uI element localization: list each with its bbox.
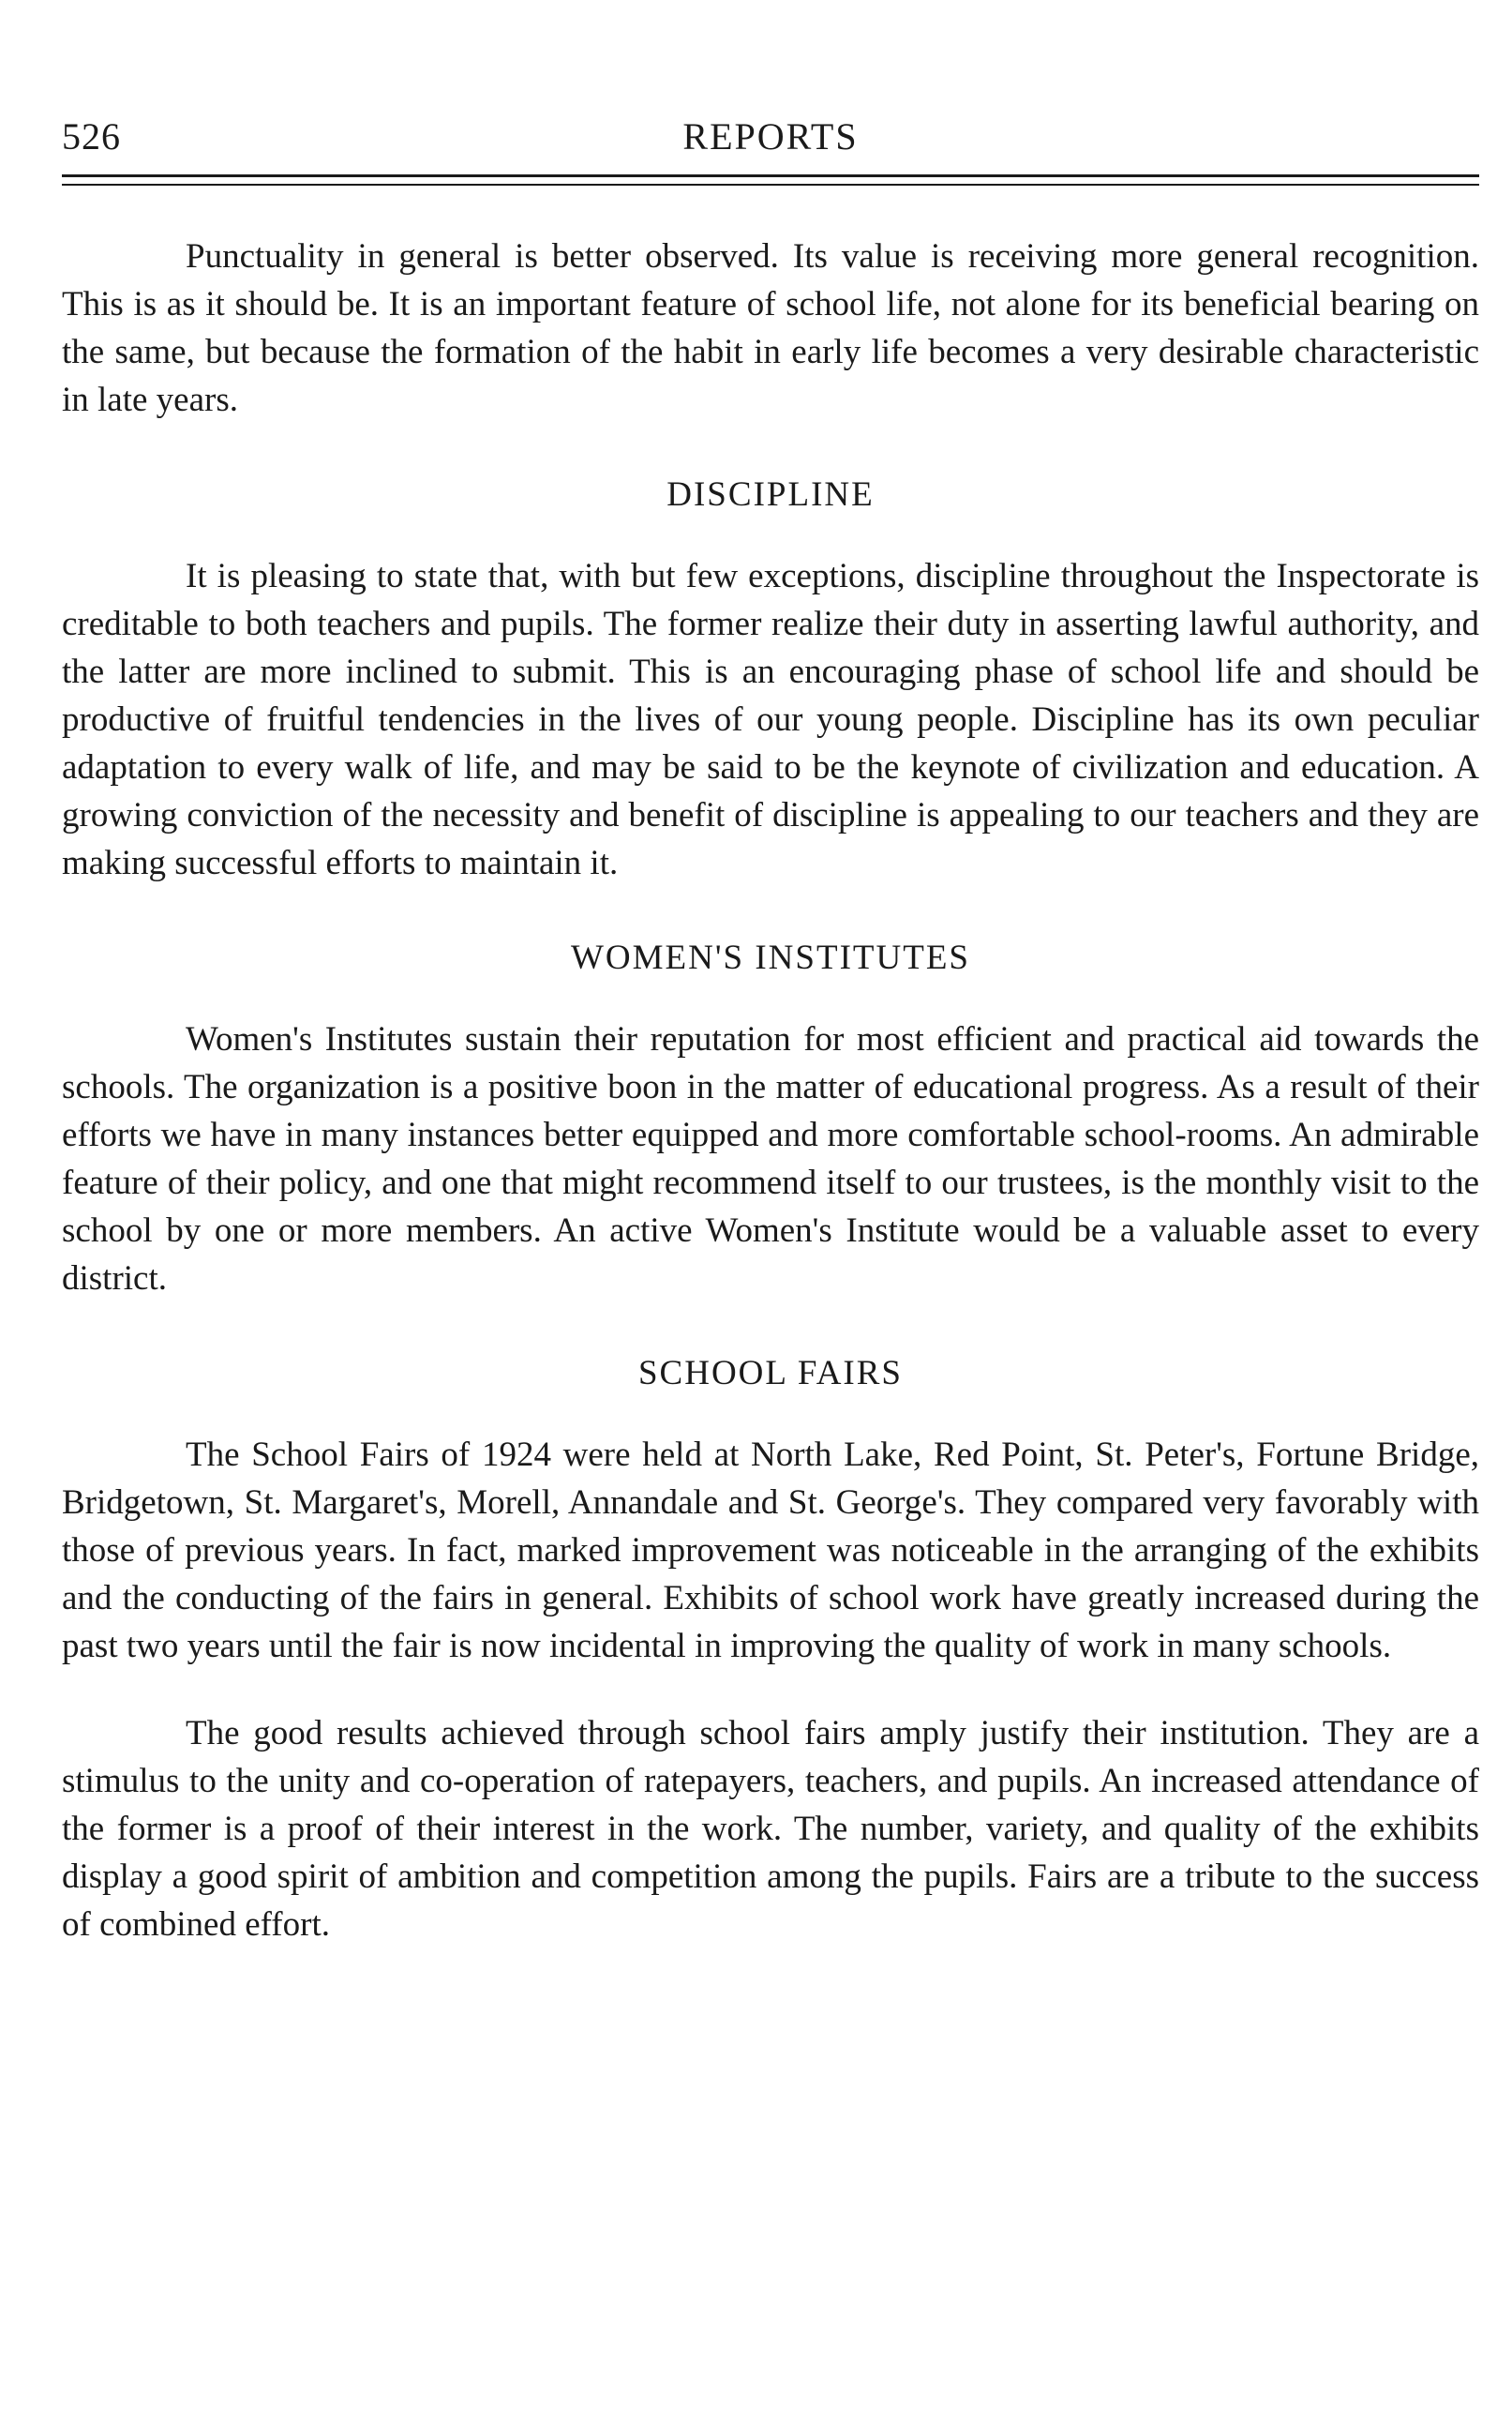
section-heading-school-fairs: SCHOOL FAIRS	[637, 1354, 904, 1392]
womens-institutes-paragraph: Women's Institutes sustain their reputation for most efficient and practical aid towards the schools. The organization is a positive boon in the matter of educational progress. As a result of their efforts we have in many instances better equipped and more comfortable school-rooms. An admirable feature of their policy, and one that might recommend itself to our trustees, is the monthly visit to the school by one or more members. An active Women's Institute would be a valuable asset to every district.	[62, 1020, 1479, 1298]
header-rule-thin	[62, 184, 1479, 186]
page-number: 526	[62, 115, 121, 158]
school-fairs-paragraph-1: The School Fairs of 1924 were held at North Lake, Red Point, St. Peter's, Fortune Bridge, Bridgetown, St. Margaret's, Morell, Annandale and St. George's. They compared very favorably with those of previous years. In fact, marked improvement was noticeable in the arranging of the exhibits and the conducting of the fairs in general. Exhibits of school work have greatly increased during the past two years until the fair is now incidental in improving the quality of work in many schools.	[62, 1436, 1479, 1665]
discipline-paragraph: It is pleasing to state that, with but few exceptions, discipline throughout the Inspectorate is creditable to both teachers and pupils. The former realize their duty in asserting lawful authority, and the latter are more inclined to submit. This is an encouraging phase of school life and should be productive of fruitful tendencies in the lives of our young people. Discipline has its own peculiar adaptation to every walk of life, and may be said to be the keynote of civilization and education. A growing conviction of the necessity and benefit of discipline is appealing to our teachers and they are making successful efforts to maintain it.	[62, 557, 1479, 882]
body-text	[62, 233, 1479, 1948]
header-rule-thick	[62, 174, 1479, 177]
page-header	[62, 111, 1479, 167]
intro-paragraph: Punctuality in general is better observed. Its value is receiving more general recognition. This is as it should be. It is an important feature of school life, not alone for its beneficial bearing on the same, but because the formation of the habit in early life becomes a very desirable characteristic in late years.	[62, 237, 1479, 419]
section-heading-discipline: DISCIPLINE	[666, 475, 875, 514]
running-head: REPORTS	[682, 115, 859, 158]
section-heading-womens-institutes: WOMEN'S INSTITUTES	[571, 939, 970, 977]
school-fairs-paragraph-2: The good results achieved through school fairs amply justify their institution. They are a stimulus to the unity and co-operation of ratepayers, teachers, and pupils. An increased attendance of the former is a proof of their interest in the work. The number, variety, and quality of the exhibits display a good spirit of ambition and competition among the pupils. Fairs are a tribute to the success of combined effort.	[62, 1714, 1479, 1944]
